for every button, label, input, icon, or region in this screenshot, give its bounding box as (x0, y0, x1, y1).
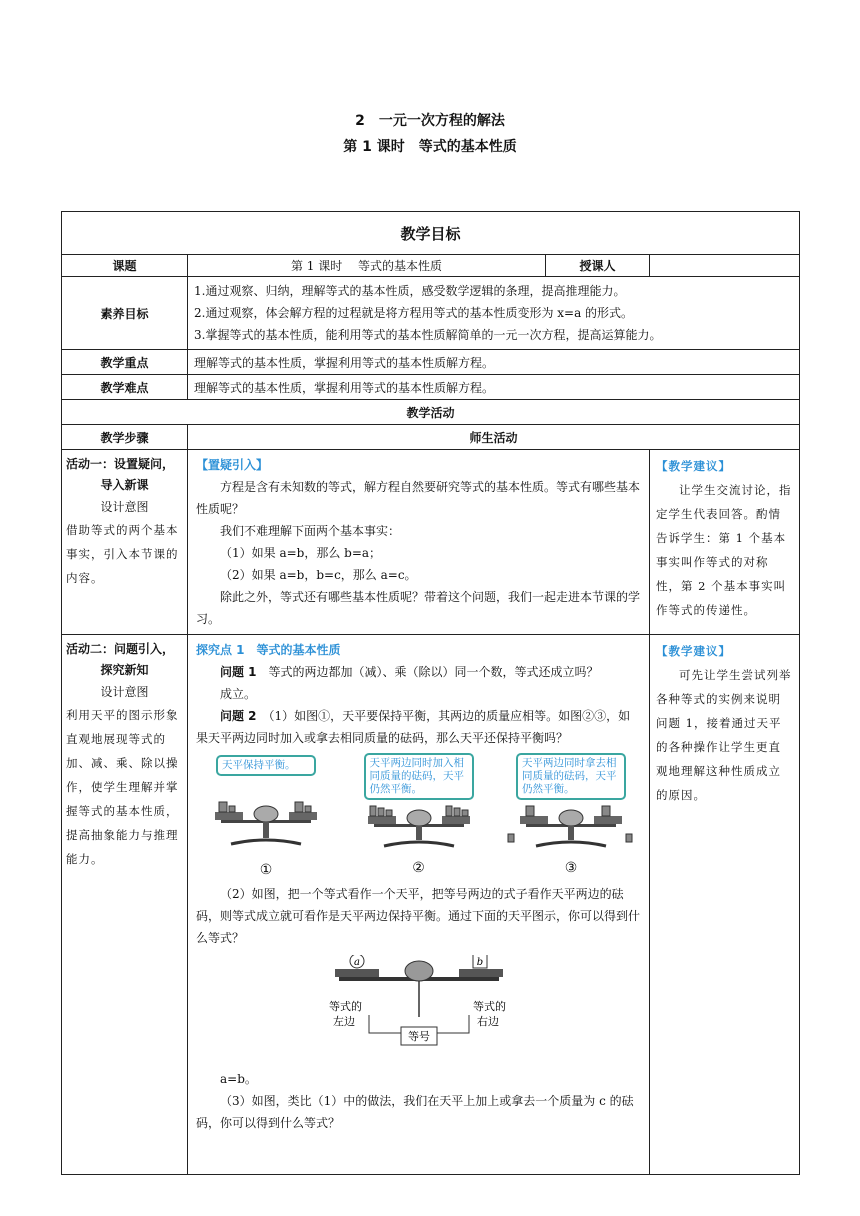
paragraph: （1）如果 a=b，那么 b=a； (220, 546, 382, 560)
paragraph: （2）如图，把一个等式看作一个天平，把等号两边的式子看作天平两边的砝码，则等式成立就可看作是天平两边保持平衡。通过下面的天平图示，你可以得到什么等式？ (196, 887, 641, 945)
topic-label: 课题 (62, 255, 188, 277)
lesson-subtitle: 第 1 课时 等式的基本性质 (343, 139, 517, 155)
design-intent-text: 借助等式的两个基本事实，引入本节课的内容。 (66, 523, 179, 585)
activity2-suggestion (650, 635, 800, 1175)
paragraph: 我们不难理解下面两个基本事实： (220, 524, 401, 538)
activity2-content (188, 635, 650, 1175)
goal-item: 2.通过观察，体会解方程的过程就是将方程用等式的基本性质变形为 x=a 的形式。 (194, 306, 634, 320)
balance-scale-icon (354, 804, 484, 850)
activity1-content (188, 450, 650, 635)
activity-header: 师生活动 (188, 425, 800, 450)
paragraph: （2）如果 a=b，b=c，那么 a=c。 (220, 568, 417, 582)
paragraph: 除此之外，等式还有哪些基本性质呢？带着这个问题，我们一起走进本节课的学习。 (196, 590, 641, 626)
balance-scale-icon (506, 804, 636, 850)
intro-tag: 【置疑引入】 (196, 458, 269, 472)
question-2-text: （1）如图①，天平要保持平衡，其两边的质量应相等。如图②③，如果天平两边同时加入或拿去相同质量的砝码，那么天平还保持平衡吗？ (196, 709, 631, 745)
suggestion-text: 让学生交流讨论，指定学生代表回答。酌情告诉学生：第 1 个基本事实叫作等式的对称性，第 2 个基本事实叫作等式的传递性。 (656, 483, 792, 617)
balance-figure-3 (501, 753, 641, 881)
equation-balance-diagram (196, 955, 641, 1062)
activity1-title: 活动一：设置疑问， (66, 457, 175, 471)
activity1-subtitle: 导入新课 (100, 478, 149, 492)
difficulty-label: 教学难点 (62, 375, 188, 400)
paragraph: （3）如图，类比（1）中的做法，我们在天平上加上或拿去一个质量为 c 的砝码，你可以得到什么等式？ (196, 1094, 634, 1130)
goals-label: 素养目标 (62, 277, 188, 350)
design-intent-text: 利用天平的图示形象直观地展现等式的加、减、乘、除以操作，使学生理解并掌握等式的基本性质，提高抽象能力与推理能力。 (66, 708, 179, 866)
activity2-title: 活动二：问题引入， (66, 642, 175, 656)
key-point-label: 教学重点 (62, 350, 188, 375)
scale-left-weight: a (353, 957, 360, 968)
balance-figure-2 (349, 753, 489, 881)
steps-header: 教学步骤 (62, 425, 188, 450)
balance-figure-1 (196, 753, 336, 881)
question-2 (196, 705, 641, 749)
equal-sign-label: 等号 (407, 1030, 430, 1043)
lesson-plan-table (61, 211, 800, 1175)
question-1-text: 等式的两边都加（减）、乘（除以）同一个数，等式还成立吗？ (268, 665, 599, 679)
scale-right-weight: b (476, 957, 483, 968)
right-side-label: 右边 (476, 1015, 499, 1028)
activity1-step (62, 450, 188, 635)
suggestion-text: 可先让学生尝试列举各种等式的实例来说明问题 1，接着通过天平的各种操作让学生更直观地理解这种性质成立的原因。 (656, 668, 792, 802)
figure-label: ① (259, 862, 273, 878)
activity2-step (62, 635, 188, 1175)
difficulty-value: 理解等式的基本性质，掌握利用等式的基本性质解方程。 (188, 375, 800, 400)
suggestion-tag: 【教学建议】 (656, 644, 731, 658)
teacher-label: 授课人 (546, 255, 650, 277)
goal-item: 3.掌握等式的基本性质，能利用等式的基本性质解简单的一元一次方程，提高运算能力。 (194, 328, 662, 342)
answer: a=b。 (220, 1072, 257, 1086)
left-side-label: 左边 (332, 1015, 355, 1028)
section-goals-header: 教学目标 (62, 212, 800, 255)
balance-figures (196, 753, 641, 881)
speech-bubble: 天平两边同时加入相同质量的砝码，天平仍然平衡。 (364, 753, 474, 800)
equation-scale-icon (309, 955, 529, 1055)
explore-heading: 探究点 1 等式的基本性质 (196, 643, 341, 657)
balance-scale-icon (201, 780, 331, 852)
topic-value: 第 1 课时 等式的基本性质 (188, 255, 546, 277)
question-1-label: 问题 1 (220, 665, 257, 679)
speech-bubble: 天平保持平衡。 (216, 755, 316, 776)
paragraph: 方程是含有未知数的等式，解方程自然要研究等式的基本性质。等式有哪些基本性质呢？ (196, 480, 641, 516)
figure-label: ③ (564, 860, 578, 876)
suggestion-tag: 【教学建议】 (656, 459, 731, 473)
activity1-suggestion (650, 450, 800, 635)
teacher-value (650, 255, 800, 277)
speech-bubble: 天平两边同时拿去相同质量的砝码，天平仍然平衡。 (516, 753, 626, 800)
question-2-label: 问题 2 (220, 709, 257, 723)
design-intent-label: 设计意图 (100, 685, 149, 699)
goals-list (188, 277, 800, 350)
left-side-label: 等式的 (328, 1000, 362, 1013)
design-intent-label: 设计意图 (100, 500, 149, 514)
goal-item: 1.通过观察、归纳，理解等式的基本性质，感受数学逻辑的条理，提高推理能力。 (194, 284, 626, 298)
key-point-value: 理解等式的基本性质，掌握利用等式的基本性质解方程。 (188, 350, 800, 375)
activity2-subtitle: 探究新知 (100, 663, 149, 677)
figure-label: ② (412, 860, 425, 876)
question-1 (196, 661, 641, 683)
lesson-title: 2 一元一次方程的解法 (355, 113, 505, 129)
right-side-label: 等式的 (472, 1000, 506, 1013)
question-1-answer: 成立。 (220, 687, 257, 701)
section-activities-header: 教学活动 (62, 400, 800, 425)
